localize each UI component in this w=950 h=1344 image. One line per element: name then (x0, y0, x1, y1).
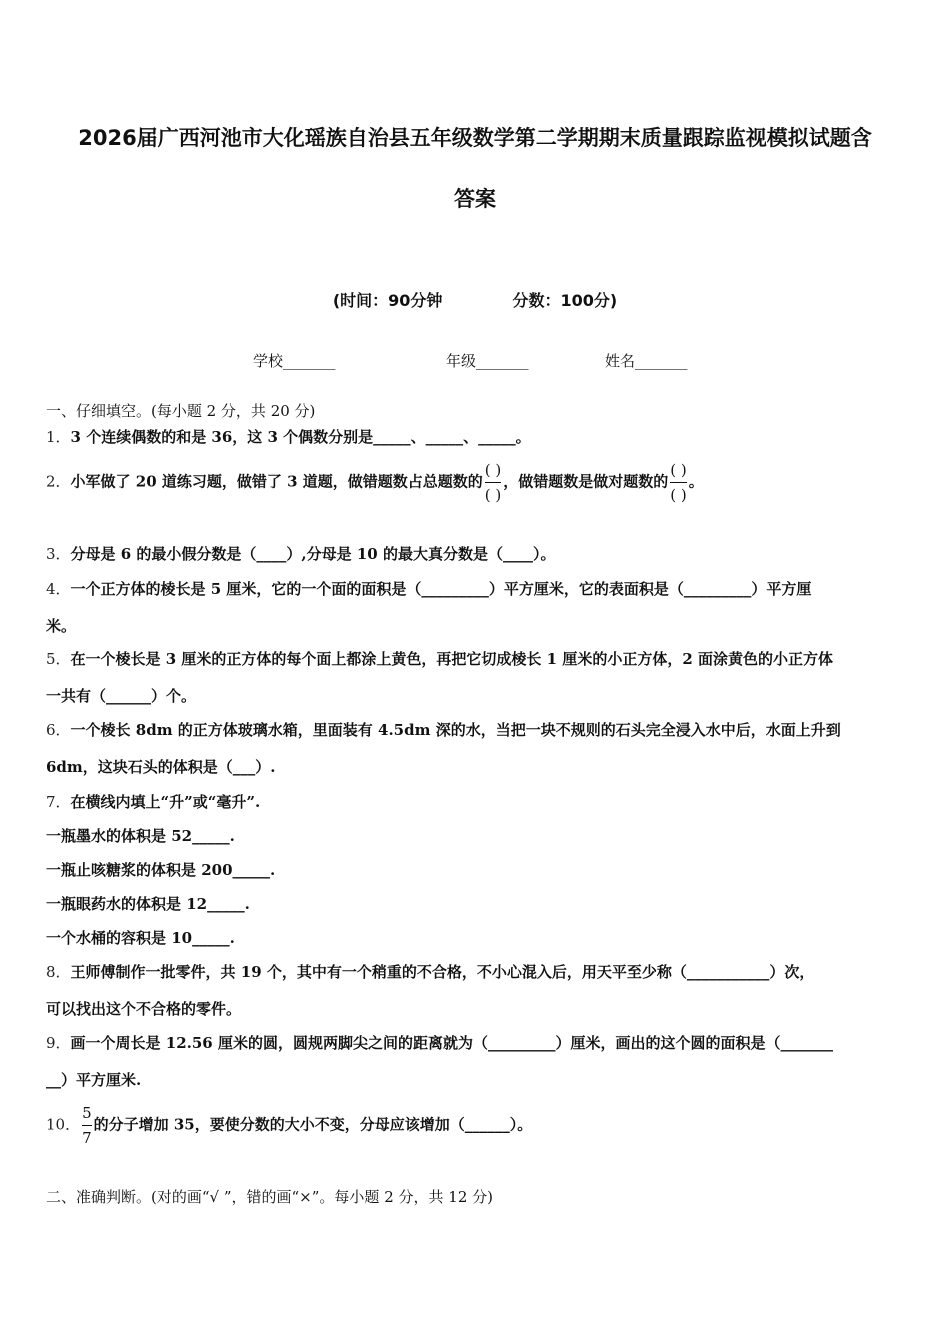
question-number: 5． (46, 650, 71, 668)
question-5-continued: 一共有（______）个。 (46, 687, 197, 705)
question-6 (46, 719, 841, 740)
fraction-blank-1[interactable] (485, 458, 501, 507)
question-7-item: 一个水桶的容积是 10_____. (46, 929, 235, 947)
title-line-2: 答案 (454, 187, 496, 211)
question-9-continued: __）平方厘米. (46, 1071, 142, 1089)
fraction-denominator: ( ) (670, 482, 686, 507)
question-number: 4． (46, 580, 71, 598)
question-number: 9． (46, 1034, 71, 1052)
section-2-heading: 二、准确判断。(对的画“√ ”，错的画“×”。每小题 2 分，共 12 分) (46, 1188, 493, 1206)
section-1-heading: 一、仔细填空。(每小题 2 分，共 20 分) (46, 402, 316, 420)
question-7 (46, 791, 260, 812)
question-text: 一个棱长 8dm 的正方体玻璃水箱，里面装有 4.5dm 深的水，当把一块不规则的石头完全浸入水中后，水面上升到 (70, 721, 841, 739)
fraction-blank-2[interactable] (670, 458, 686, 507)
question-10 (46, 1101, 532, 1150)
question-9 (46, 1032, 833, 1053)
question-number: 7． (46, 793, 71, 811)
fraction-denominator: ( ) (485, 482, 501, 507)
name-field[interactable]: 姓名_______ (605, 352, 688, 370)
question-2 (46, 458, 704, 507)
fraction-denominator: 7 (82, 1125, 92, 1150)
question-text: 王师傅制作一批零件，共 19 个，其中有一个稍重的不合格，不小心混入后，用天平至少称（___________）次， (70, 963, 815, 981)
grade-field[interactable]: 年级_______ (446, 352, 529, 370)
question-number: 3． (46, 545, 71, 563)
question-8 (46, 961, 814, 982)
question-8-continued: 可以找出这个不合格的零件。 (46, 1000, 242, 1018)
title-line-1: 2026届广西河池市大化瑶族自治县五年级数学第二学期期末质量跟踪监视模拟试题含 (78, 126, 872, 150)
question-number: 6． (46, 721, 71, 739)
question-text: 画一个周长是 12.56 厘米的圆，圆规两脚尖之间的距离就为（_________）厘米，画出的这个圆的面积是（_______ (70, 1034, 833, 1052)
question-7-item: 一瓶止咳糖浆的体积是 200_____. (46, 861, 276, 879)
question-number: 8． (46, 963, 71, 981)
question-text-c: 。 (688, 472, 704, 491)
question-3 (46, 543, 555, 564)
question-4-continued: 米。 (46, 617, 77, 635)
fraction-numerator: ( ) (484, 461, 502, 479)
question-text: 分母是 6 的最小假分数是（____）,分母是 10 的最大真分数是（____）。 (70, 545, 556, 563)
document-title (40, 108, 910, 230)
question-text: 在一个棱长是 3 厘米的正方体的每个面上都涂上黄色，再把它切成棱长 1 厘米的小正方体，2 面涂黄色的小正方体 (70, 650, 833, 668)
question-7-item: 一瓶墨水的体积是 52_____. (46, 827, 235, 845)
fraction-numerator: 5 (82, 1104, 92, 1122)
question-6-continued: 6dm，这块石头的体积是（___）. (46, 758, 276, 776)
question-text-a: 小军做了 20 道练习题，做错了 3 道题，做错题数占总题数的 (70, 472, 483, 491)
fraction-numerator: ( ) (670, 461, 687, 479)
question-number: 2． (46, 472, 71, 491)
question-1 (46, 426, 531, 447)
exam-time: (时间：90分钟 (332, 291, 443, 310)
question-4 (46, 578, 811, 599)
question-number: 1． (46, 428, 71, 446)
question-number: 10． (46, 1115, 81, 1134)
question-text: 在横线内填上“升”或“毫升”. (70, 793, 261, 811)
question-5 (46, 648, 833, 669)
question-text-b: ，做错题数是做对题数的 (503, 472, 669, 491)
fraction-five-sevenths (82, 1101, 92, 1150)
school-field[interactable]: 学校_______ (253, 352, 336, 370)
question-7-item: 一瓶眼药水的体积是 12_____. (46, 895, 250, 913)
question-text: 的分子增加 35，要使分数的大小不变，分母应该增加（______）。 (93, 1115, 533, 1134)
exam-info (0, 288, 950, 311)
exam-score: 分数：100分) (512, 291, 618, 310)
question-text: 3 个连续偶数的和是 36，这 3 个偶数分别是_____、_____、_____。 (70, 428, 531, 446)
question-text: 一个正方体的棱长是 5 厘米，它的一个面的面积是（_________）平方厘米，它的表面积是（_________）平方厘 (70, 580, 812, 598)
